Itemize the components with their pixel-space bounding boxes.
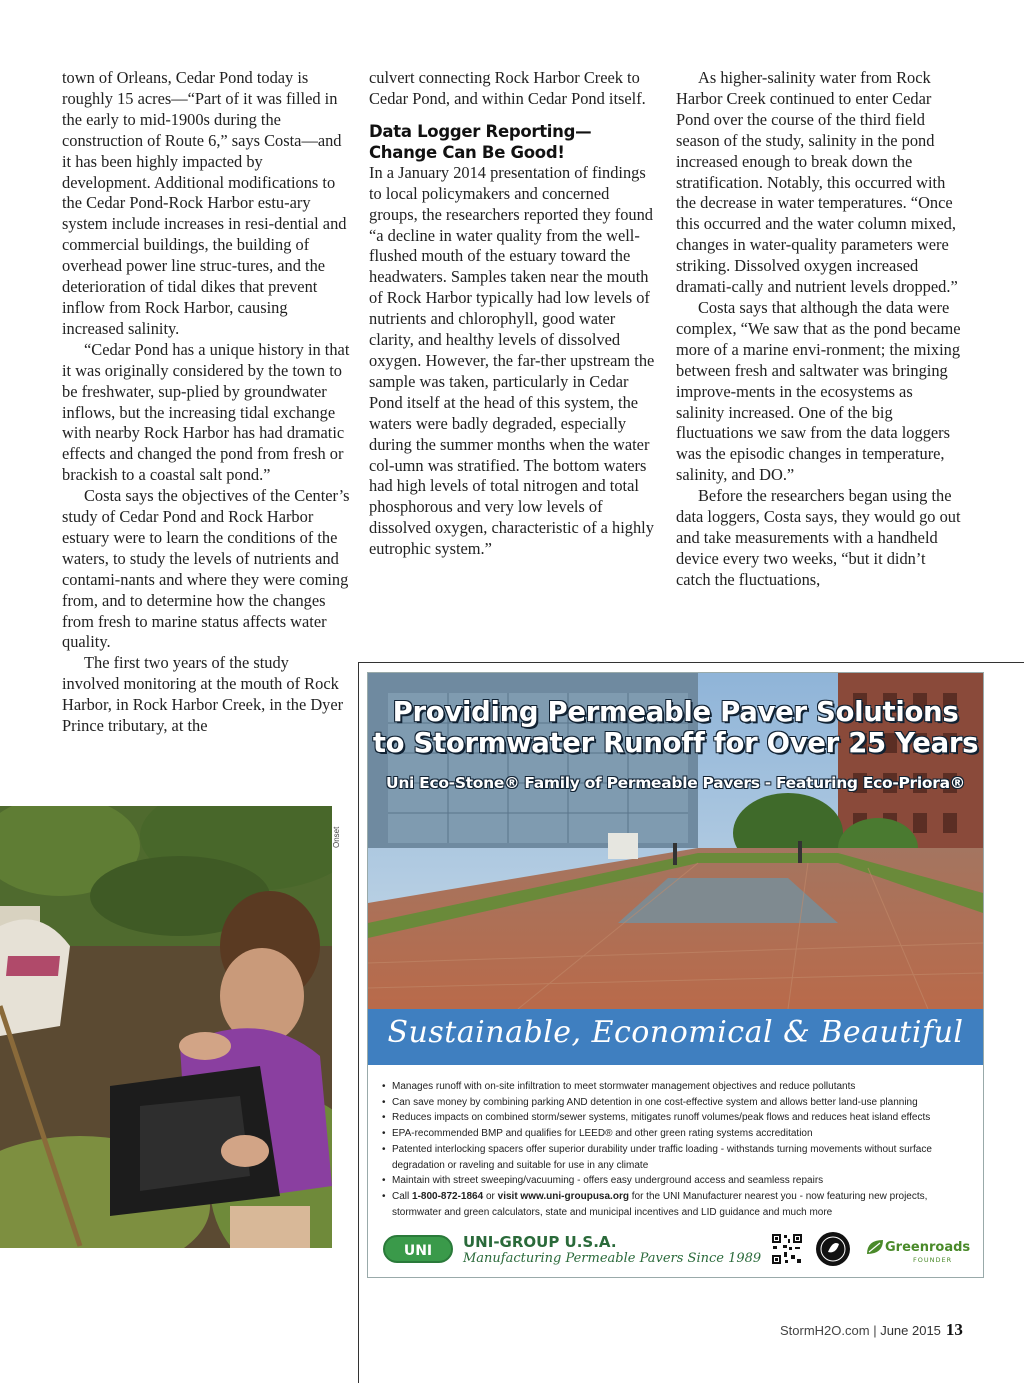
section-subhead [369,121,657,163]
ad-benefit-item: • EPA-recommended BMP and qualifies for LEED® and other green rating systems accreditation [382,1126,972,1142]
article-column-2 [369,68,657,560]
ad-benefit-item: • Maintain with street sweeping/vacuuming - offers easy underground access and seamless repairs [382,1173,972,1189]
ad-benefit-item: • Reduces impacts on combined storm/sewer systems, mitigates runoff volumes/peak flows and reduces heat island effects [382,1110,972,1126]
researcher-photo [0,806,332,1248]
paragraph: Costa says the objectives of the Center’s study of Cedar Pond and Rock Harbor estuary were to learn the conditions of the waters, to study the levels of nutrients and contami-nants and where they were coming from, and to determine how the changes from fresh to marine status affects water quality. [62,486,350,652]
uni-logo: UNI [383,1235,453,1263]
folio-separator: | [869,1323,881,1338]
company-name: UNI-GROUP U.S.A. [463,1233,617,1251]
qr-code-icon[interactable] [771,1233,803,1265]
call-prefix: Call [392,1190,413,1202]
paragraph: Costa says that although the data were complex, “We saw that as the pond became more of a marine envi-ronment; the mixing between fresh and saltwater was bringing improve-ments in the ecosystems as salinity increased. One of the big fluctuations we saw from the data loggers was the episodic changes in temperature, salinity, and DO.” [676,297,961,485]
greenroads-sub: FOUNDER [913,1256,953,1264]
ad-phone-number[interactable]: 1-800-872-1864 [412,1190,484,1202]
ad-benefit-item: • Can save money by combining parking AND detention in one cost-effective system and allows better land-use planning [382,1095,972,1111]
ad-subhead: Uni Eco-Stone® Family of Permeable Pavers - Featuring Eco-Priora® [386,774,965,792]
paragraph: town of Orleans, Cedar Pond today is roughly 15 acres—“Part of it was filled in the early to mid-1900s during the construction of Route 6,” says Costa—and it has been highly impacted by development. Additional modifications to the Cedar Pond-Rock Harbor estu-ary system include increases in resi-dential and commercial buildings, the building of overhead power line struc-tures, and the deterioration of tidal dikes that prevent inflow from Rock Harbor, causing increased salinity. [62,68,347,338]
usgbc-member-icon [816,1232,850,1266]
paragraph: Before the researchers began using the data loggers, Costa says, they would go out and take measurements with a handheld device every two weeks, “but it didn’t catch the fluctuations, [676,486,961,589]
ad-benefits-list [382,1079,972,1220]
issue-date: June 2015 [880,1323,941,1338]
article-column-3 [676,68,964,591]
site-name: StormH2O.com [780,1323,870,1338]
ad-headline-line: to Stormwater Runoff for Over 25 Years [372,727,979,759]
researcher-photo-illustration [0,806,332,1248]
ad-headline-line: Providing Permeable Paver Solutions [392,696,959,728]
ad-benefit-item: • Manages runoff with on-site infiltration to meet stormwater management objectives and reduce pollutants [382,1079,972,1095]
ad-tagline-banner [368,1009,983,1065]
advertisement [367,672,984,1278]
page-footer [780,1320,963,1340]
call-rest: for the UNI Manufacturer nearest you - now featuring new projects, stormwater and green calculators, state and municipal incentives and LID guidance and much more [392,1190,928,1218]
greenroads-leaf-icon [865,1238,885,1258]
greenroads-badge [865,1233,971,1267]
paragraph: “Cedar Pond has a unique history in that it was originally considered by the town to be freshwater, sup-plied by groundwater inflows, but the increasing tidal exchange with nearby Rock Harbor has had dramatic effects and changed the pond from fresh or brackish to a coastal salt pond.” [62,339,350,485]
ad-call-item [382,1189,972,1220]
article-column-1 [62,68,350,737]
photo-credit: Onset [332,826,341,848]
ad-headline [368,697,983,759]
greenroads-name: Greenroads [885,1240,971,1255]
call-mid: or [483,1190,498,1202]
ad-footer [383,1229,971,1269]
paragraph: culvert connecting Rock Harbor Creek to Cedar Pond, and within Cedar Pond itself. [369,68,646,108]
page-number: 13 [945,1320,963,1339]
paragraph: In a January 2014 presentation of findings to local policymakers and concerned groups, the researchers reported they found “a decline in water quality from the well-flushed mouth of the estuary toward the headwaters. Samples taken near the mouth of Rock Harbor typically had low levels of nutrients and chlorophyll, good water clarity, and healthy levels of dissolved oxygen. However, the far-ther upstream the sample was taken, particularly in Cedar Pond itself at the head of this system, the waters were badly degraded, especially during the summer months when the water col-umn was stratified. The bottom waters had high levels of total nitrogen and total phosphorous and very low levels of dissolved oxygen, characteristic of a highly eutrophic system.” [369,162,655,559]
ad-benefit-item: • Patented interlocking spacers offer superior durability under traffic loading - withstands turning movements without surface degradation or raveling and suitable for use in any climate [382,1142,972,1173]
ad-website-link[interactable]: visit www.uni-groupusa.org [497,1190,629,1202]
company-tagline: Manufacturing Permeable Pavers Since 1989 [463,1251,762,1266]
paragraph: As higher-salinity water from Rock Harbor Creek continued to enter Cedar Pond over the course of the third field season of the study, salinity in the pond increased enough to break down the stratification. Notably, this occurred with the decrease in water temperatures. “Once this occurred and the water column mixed, changes in water-quality parameters were striking. Dissolved oxygen increased dramati-cally and nutrient levels dropped.” [676,68,958,297]
subhead-line: Data Logger Reporting— [369,121,592,141]
subhead-line: Change Can Be Good! [369,142,565,162]
ad-tagline: Sustainable, Economical & Beautiful [387,1015,964,1050]
paragraph: The first two years of the study involved monitoring at the mouth of Rock Harbor, in Rock Harbor Creek, in the Dyer Prince tributary, at the [62,653,344,736]
